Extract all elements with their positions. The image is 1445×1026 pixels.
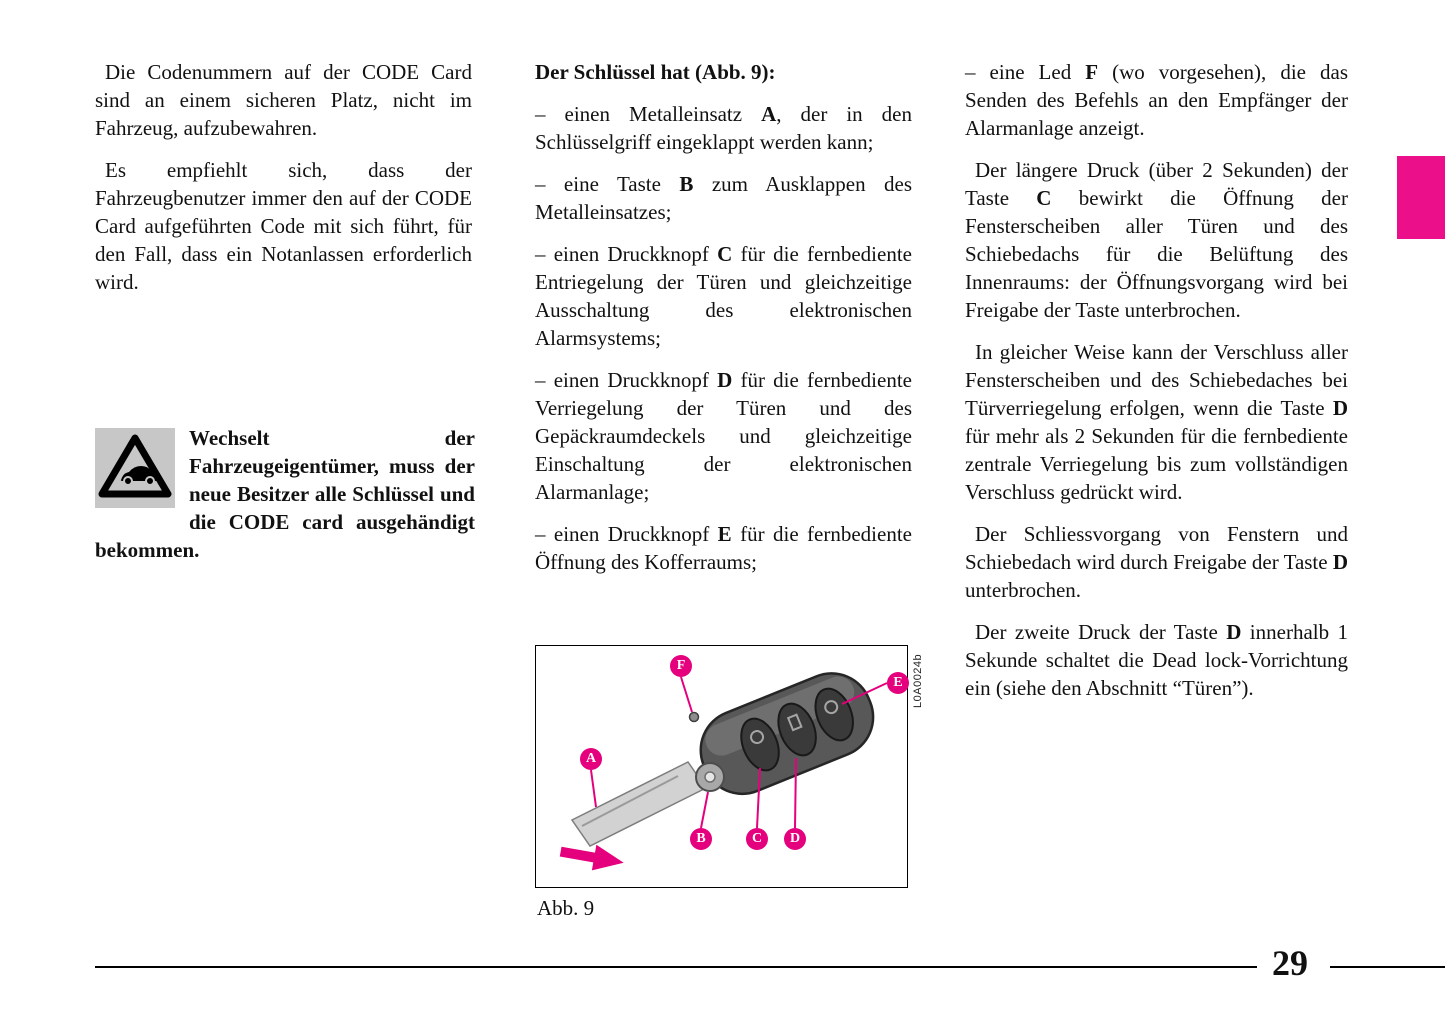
- page-number: 29: [1272, 943, 1308, 983]
- footer-rule-right: [1330, 966, 1445, 968]
- warning-triangle-icon: [95, 428, 175, 508]
- paragraph: Der Schliessvorgang von Fenstern und Schiebedach wird durch Freigabe der Taste D unterbrochen.: [965, 522, 1349, 602]
- list-item: – eine Taste B zum Ausklappen des Metalleinsatzes;: [535, 172, 912, 224]
- figure-key-diagram: [535, 645, 908, 888]
- callout-B: B: [690, 828, 712, 850]
- list-item: – einen Metalleinsatz A, der in den Schlüsselgriff eingeklappt werden kann;: [535, 102, 912, 154]
- warning-block: [95, 424, 475, 564]
- callout-E: E: [887, 672, 909, 694]
- column-middle: [535, 58, 912, 590]
- column-left: [95, 58, 472, 310]
- list-item: – einen Druckknopf E für die fernbediente Öffnung des Kofferraums;: [535, 522, 912, 574]
- paragraph: Der zweite Druck der Taste D innerhalb 1 Sekunde schaltet die Dead lock-Vorrichtung ein (siehe den Abschnitt “Türen”).: [965, 620, 1348, 700]
- callout-F: F: [670, 655, 692, 677]
- figure-caption: Abb. 9: [537, 896, 595, 920]
- footer-rule-left: [95, 966, 1257, 968]
- section-tab: [1397, 156, 1445, 239]
- figure-code: L0A0024b: [912, 653, 924, 708]
- callout-D: D: [784, 828, 806, 850]
- callout-C: C: [746, 828, 768, 850]
- column-right: [965, 58, 1348, 716]
- warning-text: Wechselt der Fahrzeugeigentümer, muss der neue Besitzer alle Schlüssel und die CODE card ausgehändigt bekommen.: [95, 426, 475, 562]
- list-item: – einen Druckknopf D für die fernbediente Verriegelung der Türen und des Gepäckraumdeckels und gleichzeitige Einschaltung der elektronischen Alarmanlage;: [535, 368, 912, 504]
- paragraph: Der längere Druck (über 2 Sekunden) der Taste C bewirkt die Öffnung der Fensterscheiben aller Türen und des Schiebedachs für die Belüftung des Innenraums: der Öffnungsvorgang wird bei Freigabe der Taste unterbrochen.: [965, 158, 1348, 322]
- section-heading: Der Schlüssel hat (Abb. 9):: [535, 60, 776, 84]
- callout-A: A: [580, 748, 602, 770]
- paragraph: – eine Led F (wo vorgesehen), die das Senden des Befehls an den Empfänger der Alarmanlage anzeigt.: [965, 60, 1348, 140]
- paragraph: Die Codenummern auf der CODE Card sind an einem sicheren Platz, nicht im Fahrzeug, aufzubewahren.: [95, 60, 472, 140]
- paragraph: Es empfiehlt sich, dass der Fahrzeugbenutzer immer den auf der CODE Card aufgeführten Code mit sich führt, für den Fall, dass ein Notanlassen erforderlich wird.: [95, 158, 472, 294]
- list-item: – einen Druckknopf C für die fernbediente Entriegelung der Türen und gleichzeitige Ausschaltung des elektronischen Alarmsystems;: [535, 242, 912, 350]
- paragraph: In gleicher Weise kann der Verschluss aller Fensterscheiben und des Schiebedaches bei Türverriegelung erfolgen, wenn die Taste D für mehr als 2 Sekunden für die fernbediente zentrale Verriegelung bis zum vollständigen Verschluss gedrückt wird.: [965, 340, 1348, 504]
